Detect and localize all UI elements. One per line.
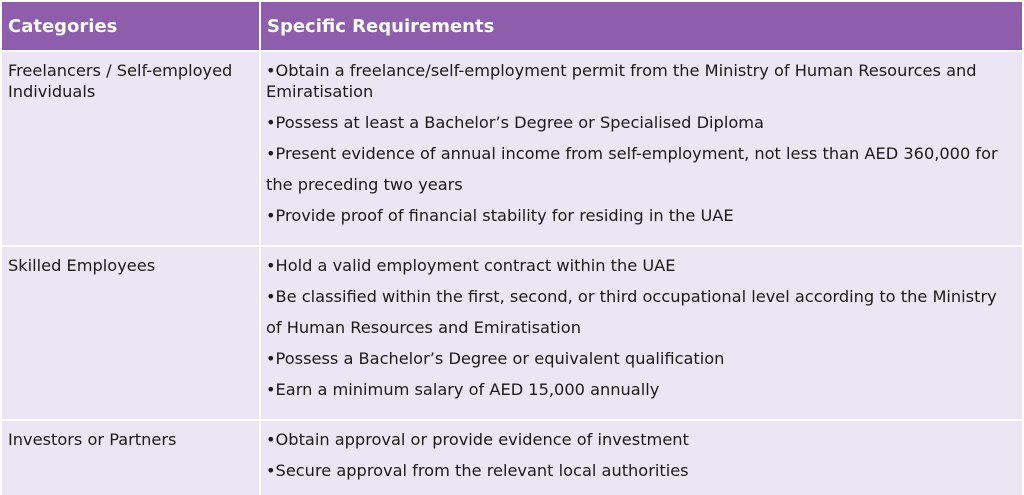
requirement-item: •Provide proof of financial stability for residing in the UAE (266, 206, 734, 225)
requirement-item: •Secure approval from the relevant local authorities (266, 461, 689, 480)
table-row-investors (2, 420, 1022, 495)
category-cell: Skilled Employees (2, 246, 260, 420)
category-cell: Investors or Partners (2, 420, 260, 495)
category-cell: Freelancers / Self-employed Individuals (2, 51, 260, 246)
requirement-item: •Obtain a freelance/self-employment permit from the Ministry of Human Resources and Emiratisation (266, 61, 977, 101)
header-specific-requirements: Specific Requirements (260, 2, 1022, 51)
requirement-item: •Be classified within the first, second, or third occupational level according to the Ministry of Human Resources and Emiratisation (266, 287, 997, 337)
requirements-cell (260, 246, 1022, 420)
table-row-skilled-employees (2, 246, 1022, 420)
requirements-cell (260, 51, 1022, 246)
table-row-freelancers (2, 51, 1022, 246)
requirement-item: •Hold a valid employment contract within the UAE (266, 256, 676, 275)
header-row (2, 2, 1022, 51)
header-categories: Categories (2, 2, 260, 51)
requirement-item: •Possess at least a Bachelor’s Degree or Specialised Diploma (266, 113, 764, 132)
requirements-table (2, 2, 1022, 495)
requirement-item: •Obtain approval or provide evidence of investment (266, 430, 689, 449)
requirement-item: •Possess a Bachelor’s Degree or equivalent qualification (266, 349, 725, 368)
requirement-item: •Present evidence of annual income from self-employment, not less than AED 360,000 for the preceding two years (266, 144, 998, 194)
requirement-item: •Earn a minimum salary of AED 15,000 annually (266, 380, 660, 399)
requirements-cell (260, 420, 1022, 495)
